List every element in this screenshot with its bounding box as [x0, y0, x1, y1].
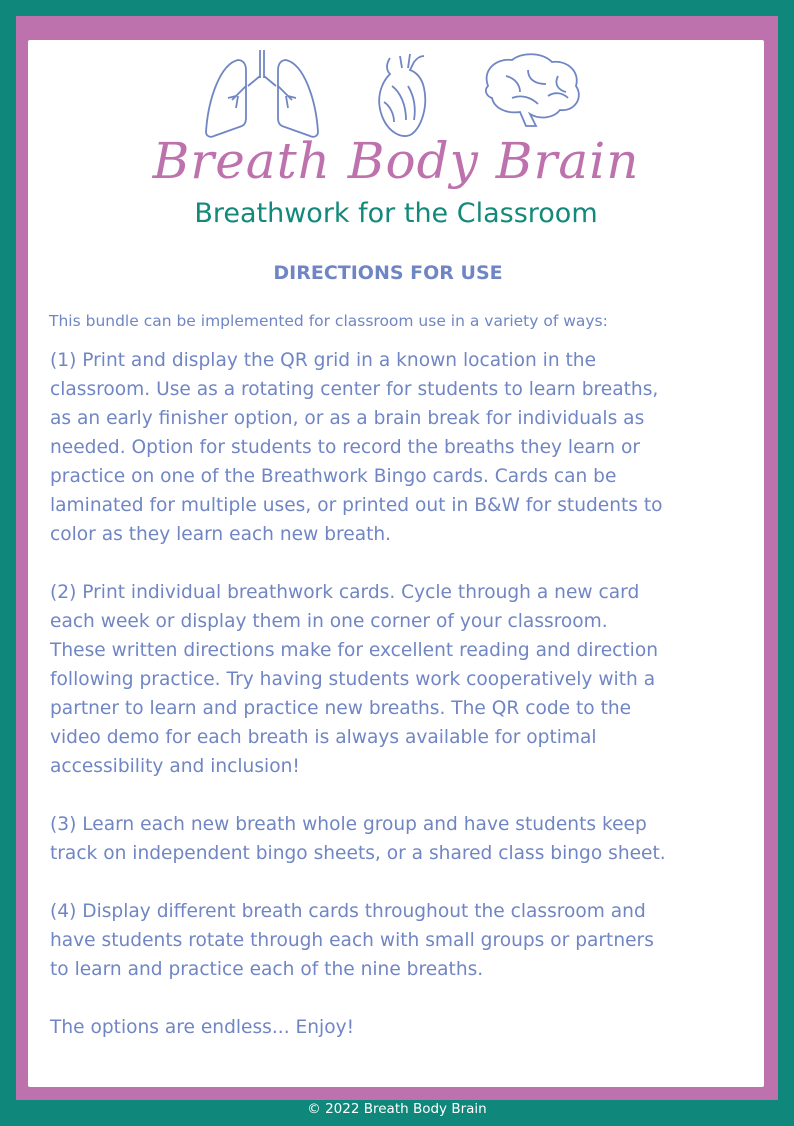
lungs-icon — [206, 50, 318, 137]
subtitle: Breathwork for the Classroom — [194, 198, 598, 229]
document-page — [28, 40, 764, 1087]
paragraph-1: (1) Print and display the QR grid in a known location in the classroom. Use as a rotating center for students to learn breaths, as an early finisher option, or as a brain break for individuals as needed. Option for students to record the breaths they learn or practice on one of the Breathwork Bingo cards. Cards can be laminated for multiple uses, or printed out in B&W for students to color as they learn each new breath. — [50, 350, 663, 545]
paragraph-3: (3) Learn each new breath whole group and have students keep track on independent bingo sheets, or a shared class bingo sheet. — [50, 814, 666, 864]
brain-icon — [486, 54, 579, 126]
title-logo: Breath Body Brain — [152, 132, 640, 190]
intro-text: This bundle can be implemented for classroom use in a variety of ways: — [49, 312, 608, 330]
paragraph-2: (2) Print individual breathwork cards. Cycle through a new card each week or display them in one corner of your classroom. These written directions make for excellent reading and direction following practice. Try having students work cooperatively with a partner to learn and practice new breaths. The QR code to the video demo for each breath is always available for optimal accessibility and inclusion! — [50, 582, 658, 777]
header-illustrations — [28, 46, 764, 146]
copyright-footer: © 2022 Breath Body Brain — [307, 1101, 487, 1117]
heart-icon — [379, 54, 425, 136]
directions-body — [50, 346, 750, 1071]
paragraph-4: (4) Display different breath cards throughout the classroom and have students rotate through each with small groups or partners to learn and practice each of the nine breaths. — [50, 901, 654, 980]
section-heading: DIRECTIONS FOR USE — [273, 262, 503, 284]
closing-text: The options are endless... Enjoy! — [50, 1017, 355, 1038]
